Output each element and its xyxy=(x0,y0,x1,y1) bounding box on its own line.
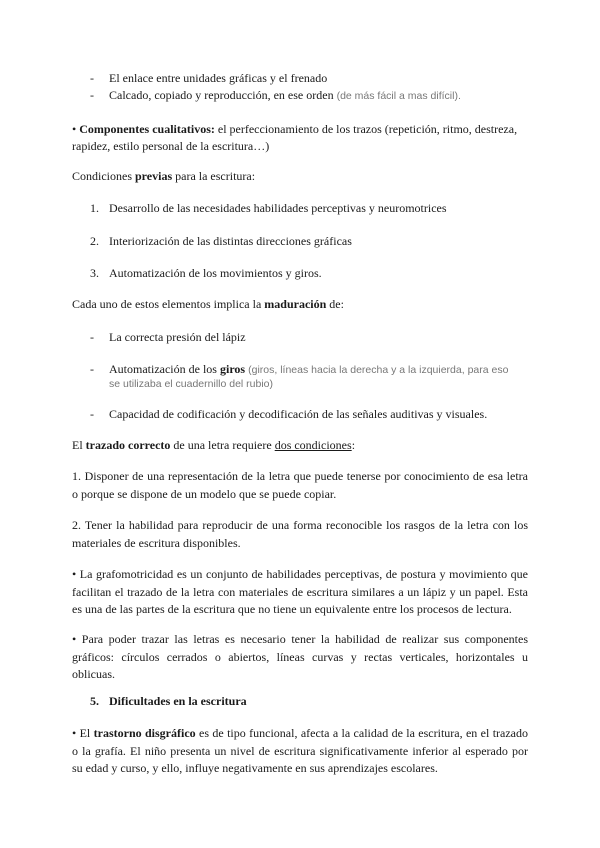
maduracion-item-text: Automatización de los xyxy=(109,362,217,376)
trazado-prefix: El xyxy=(72,438,83,452)
dash-marker: - xyxy=(90,330,94,344)
dash-marker: - xyxy=(90,71,94,85)
disgrafico-line3: su edad y curso, y ello, influye negativamente en sus aprendizajes escolares. xyxy=(72,761,438,775)
intro-dash-text: Calcado, copiado y reproducción, en ese orden xyxy=(109,88,334,102)
grafomotricidad-line2: facilitan el trazado de la letra con materiales de escritura similares a un lápiz y un papel. Esta xyxy=(72,584,528,599)
trazar-line1: • Para poder trazar las letras es necesario tener la habilidad de realizar sus componentes xyxy=(72,632,528,646)
maduracion-item: Capacidad de codificación y decodificación de las señales auditivas y visuales. xyxy=(109,407,488,421)
intro-dash-item: El enlace entre unidades gráficas y el frenado xyxy=(109,71,328,85)
condition-2-paragraph xyxy=(72,517,528,552)
dash-marker: - xyxy=(90,407,94,421)
disgrafico-line1 xyxy=(72,725,528,743)
trazar-line2: gráficos: círculos cerrados o abiertos, líneas curvas y rectas verticales, horizontales u xyxy=(72,649,528,664)
grafomotricidad-line1: • La grafomotricidad es un conjunto de habilidades perceptivas, de postura y movimiento que xyxy=(72,567,528,581)
cualitativos-paragraph xyxy=(72,121,517,137)
condition-1-paragraph xyxy=(72,468,528,503)
trazado-underline: dos condiciones xyxy=(274,438,352,452)
disgrafico-prefix: • El xyxy=(72,726,91,740)
condition-1-line2: o porque se dispone de un modelo que se puede copiar. xyxy=(72,486,337,501)
bullet: • xyxy=(72,122,77,136)
disgrafico-bold: trastorno disgráfico xyxy=(93,726,196,740)
maduracion-bold: maduración xyxy=(264,297,327,311)
condiciones-suffix: para la escritura: xyxy=(175,169,256,183)
cualitativos-label: Componentes cualitativos: xyxy=(79,122,215,136)
section-heading: Dificultades en la escritura xyxy=(109,694,247,708)
condition-1-line1: 1. Disponer de una representación de la letra que puede tenerse por conocimiento de esa letra xyxy=(72,469,528,483)
list-number: 2. xyxy=(90,234,99,248)
cualitativos-text: el perfeccionamiento de los trazos (repetición, ritmo, destreza, xyxy=(217,122,518,136)
list-number: 1. xyxy=(90,201,99,215)
condition-2-line2: materiales de escritura disponibles. xyxy=(72,535,241,550)
condition-2-line1: 2. Tener la habilidad para reproducir de una forma reconocible los rasgos de la letra con los xyxy=(72,518,528,532)
list-number: 3. xyxy=(90,266,99,280)
maduracion-item-bold: giros xyxy=(219,362,246,376)
disgrafico-line1-rest: es de tipo funcional, afecta a la calidad de la escritura, en el trazado xyxy=(199,726,529,740)
dash-marker: - xyxy=(90,362,94,376)
condiciones-bold: previas xyxy=(135,169,173,183)
trazado-middle: de una letra requiere xyxy=(173,438,272,452)
maduracion-prefix: Cada uno de estos elementos implica la xyxy=(72,297,262,311)
condiciones-item: Interiorización de las distintas direcciones gráficas xyxy=(109,234,352,248)
intro-dash-item xyxy=(109,87,461,104)
intro-dash-note: (de más fácil a mas difícil). xyxy=(336,90,461,102)
disgrafico-line2: o la grafía. El niño presenta un nivel de escritura significativamente inferior al esperado por xyxy=(72,743,528,758)
trazado-bold: trazado correcto xyxy=(85,438,171,452)
trazar-line3: oblicuas. xyxy=(72,667,115,681)
condiciones-prefix: Condiciones xyxy=(72,169,132,183)
maduracion-suffix: de: xyxy=(329,297,344,311)
condiciones-item: Automatización de los movimientos y giros. xyxy=(109,266,322,280)
trazado-suffix: : xyxy=(351,438,356,452)
trazar-paragraph xyxy=(72,631,528,684)
cualitativos-text-line2: rapidez, estilo personal de la escritura…) xyxy=(72,139,270,153)
maduracion-heading xyxy=(72,296,344,312)
maduracion-item-note-line2: se utilizaba el cuadernillo del rubio) xyxy=(109,378,274,390)
grafomotricidad-line3: es una de las partes de la escritura que no tiene un equivalente entre los procesos de lectura. xyxy=(72,602,512,616)
condiciones-item: Desarrollo de las necesidades habilidades perceptivas y neuromotrices xyxy=(109,201,447,215)
dash-marker: - xyxy=(90,88,94,102)
maduracion-item: La correcta presión del lápiz xyxy=(109,330,246,344)
section-number: 5. xyxy=(90,694,99,708)
trazado-heading xyxy=(72,437,355,453)
maduracion-item-note: (giros, líneas hacia la derecha y a la izquierda, para eso xyxy=(248,364,509,376)
grafomotricidad-paragraph xyxy=(72,566,528,619)
disgrafico-paragraph xyxy=(72,725,528,778)
condiciones-heading xyxy=(72,168,255,184)
